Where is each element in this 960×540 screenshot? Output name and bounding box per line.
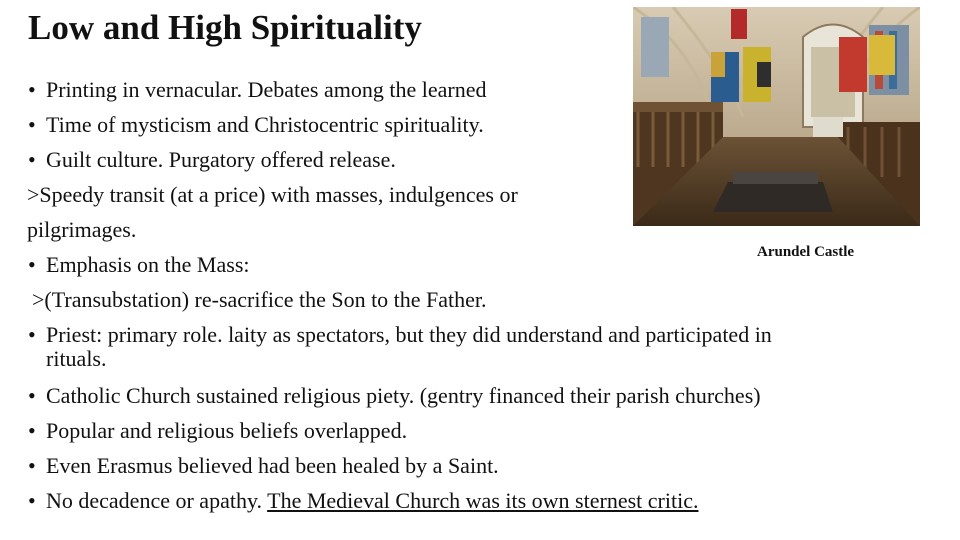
bullet: •	[28, 147, 36, 172]
bullet: •	[28, 112, 36, 137]
underlined-statement: The Medieval Church was its own sternest critic.	[267, 488, 699, 513]
list-item-text: Even Erasmus believed had been healed by a Saint.	[46, 453, 499, 478]
list-item-text: Emphasis on the Mass:	[46, 252, 250, 277]
list-item-text: Catholic Church sustained religious piety. (gentry financed their parish churches)	[46, 383, 761, 408]
bullet: •	[28, 453, 36, 478]
bullet: •	[28, 252, 36, 277]
bullet: •	[28, 77, 36, 102]
chapel-interior-photo	[633, 7, 920, 226]
list-subtext: pilgrimages.	[27, 217, 137, 242]
bullet: •	[28, 383, 36, 408]
list-item-continuation: rituals.	[46, 346, 107, 371]
list-item-text	[46, 488, 698, 514]
slide-title: Low and High Spirituality	[28, 8, 422, 47]
bullet: •	[28, 488, 36, 513]
bullet: •	[28, 418, 36, 443]
list-item-text: Guilt culture. Purgatory offered release.	[46, 147, 396, 172]
image-caption: Arundel Castle	[757, 244, 855, 260]
list-subtext: >(Transubstation) re-sacrifice the Son to the Father.	[32, 287, 487, 312]
list-item-text: Popular and religious beliefs overlapped.	[46, 418, 408, 443]
bullet: •	[28, 322, 36, 347]
list-item-text: Priest: primary role. laity as spectators, but they did understand and participated in	[46, 322, 772, 347]
list-item-text-plain: No decadence or apathy.	[46, 488, 268, 513]
list-subtext: >Speedy transit (at a price) with masses, indulgences or	[27, 182, 518, 207]
list-item-text: Printing in vernacular. Debates among the learned	[46, 77, 487, 102]
list-item-text: Time of mysticism and Christocentric spirituality.	[46, 112, 484, 137]
